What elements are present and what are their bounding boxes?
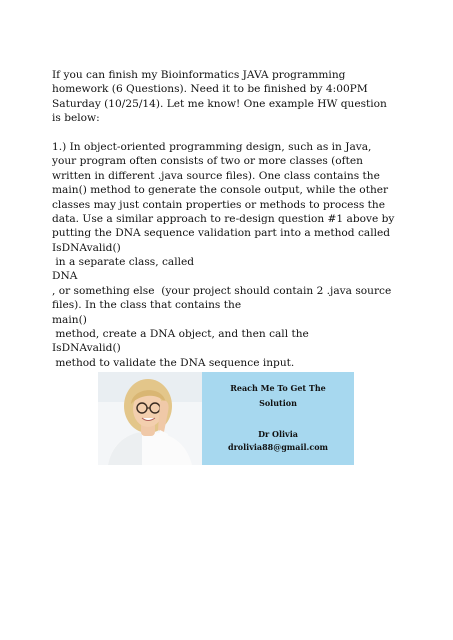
text-line: method, create a DNA object, and then call the (52, 328, 309, 341)
promo-headline-line: Reach Me To Get The (230, 383, 326, 393)
text-line: is below: (52, 112, 100, 125)
contact-email: drolivia88@gmail.com (227, 442, 328, 452)
text-line: your program often consists of two or more classes (often (52, 155, 363, 168)
text-line: , or something else (your project should contain 2 .java source (52, 284, 392, 297)
text-line: main() (52, 313, 87, 326)
text-line: in a separate class, called (52, 256, 195, 269)
contact-info-panel (202, 372, 354, 465)
text-line: Saturday (10/25/14). Let me know! One example HW question (52, 97, 387, 110)
text-line: IsDNAvalid() (52, 241, 121, 254)
text-line: IsDNAvalid() (52, 342, 121, 355)
homework-text (52, 68, 400, 370)
text-line: written in different .java source files). One class contains the (52, 169, 380, 182)
text-line: If you can finish my Bioinformatics JAVA programming (52, 69, 346, 81)
promo-headline-line: Solution (259, 398, 297, 408)
contact-banner (98, 372, 354, 465)
text-line: putting the DNA sequence validation part into a method called (52, 227, 391, 240)
text-line: homework (6 Questions). Need it to be finished by 4:00PM (52, 83, 368, 96)
text-line: classes may just contain properties or methods to process the (52, 198, 385, 211)
contact-name: Dr Olivia (258, 429, 298, 439)
woman-with-glasses-photo (98, 372, 202, 465)
text-line: 1.) In object-oriented programming design, such as in Java, (52, 140, 372, 153)
paragraph-gap (52, 126, 400, 140)
text-line: data. Use a similar approach to re-design question #1 above by (52, 212, 395, 225)
text-line: main() method to generate the console output, while the other (52, 184, 389, 197)
promo-headline (202, 381, 354, 411)
text-line: files). In the class that contains the (52, 299, 242, 312)
text-line: DNA (52, 270, 78, 283)
text-line: method to validate the DNA sequence input. (52, 356, 295, 369)
